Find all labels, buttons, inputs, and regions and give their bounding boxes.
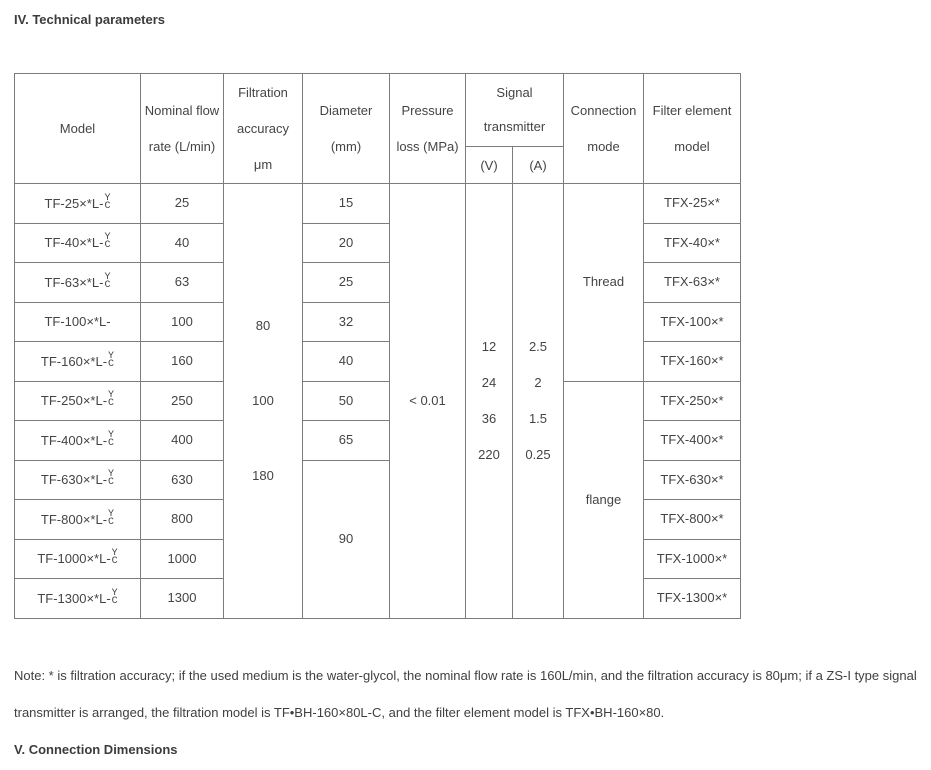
filter-element-cell: TFX-100×* bbox=[644, 302, 741, 342]
yc-stack: Y C bbox=[104, 192, 111, 212]
section-iv-title: IV. Technical parameters bbox=[14, 12, 166, 27]
header-volts: (V) bbox=[466, 147, 513, 184]
technical-parameters-table bbox=[14, 73, 741, 619]
flow-cell: 100 bbox=[141, 302, 224, 342]
yc-stack: Y C bbox=[104, 232, 111, 252]
header-diameter: Diameter (mm) bbox=[303, 74, 390, 184]
filter-element-cell: TFX-800×* bbox=[644, 500, 741, 540]
flow-cell: 160 bbox=[141, 342, 224, 382]
connection-mode-cell: Thread bbox=[564, 184, 644, 382]
model-cell: TF-250×*L- Y C bbox=[15, 381, 141, 421]
flow-cell: 400 bbox=[141, 421, 224, 461]
filter-element-cell: TFX-250×* bbox=[644, 381, 741, 421]
yc-stack: Y C bbox=[111, 548, 118, 568]
model-cell: TF-160×*L- Y C bbox=[15, 342, 141, 382]
header-flow: Nominal flow rate (L/min) bbox=[141, 74, 224, 184]
yc-stack: Y C bbox=[108, 350, 115, 370]
flow-cell: 40 bbox=[141, 223, 224, 263]
diameter-cell: 40 bbox=[303, 342, 390, 382]
flow-cell: 63 bbox=[141, 263, 224, 303]
diameter-cell: 20 bbox=[303, 223, 390, 263]
header-accuracy: Filtration accuracy μm bbox=[224, 74, 303, 184]
model-cell: TF-1300×*L- Y C bbox=[15, 579, 141, 619]
yc-stack: Y C bbox=[108, 429, 115, 449]
filter-element-cell: TFX-400×* bbox=[644, 421, 741, 461]
yc-stack: Y C bbox=[108, 469, 115, 489]
model-cell: TF-100×*L- bbox=[15, 302, 141, 342]
diameter-cell: 32 bbox=[303, 302, 390, 342]
diameter-cell: 25 bbox=[303, 263, 390, 303]
table-row bbox=[15, 184, 741, 224]
filter-element-cell: TFX-63×* bbox=[644, 263, 741, 303]
table-row bbox=[15, 381, 741, 421]
diameter-cell: 90 bbox=[303, 460, 390, 618]
pressure-loss-cell: < 0.01 bbox=[390, 184, 466, 619]
yc-stack: Y C bbox=[111, 587, 118, 607]
model-cell: TF-800×*L- Y C bbox=[15, 500, 141, 540]
flow-cell: 630 bbox=[141, 460, 224, 500]
filter-element-cell: TFX-630×* bbox=[644, 460, 741, 500]
diameter-cell: 50 bbox=[303, 381, 390, 421]
diameter-cell: 65 bbox=[303, 421, 390, 461]
yc-stack: Y C bbox=[108, 508, 115, 528]
header-pressure: Pressure loss (MPa) bbox=[390, 74, 466, 184]
header-connection-mode: Connection mode bbox=[564, 74, 644, 184]
filter-element-cell: TFX-25×* bbox=[644, 184, 741, 224]
filter-element-cell: TFX-1300×* bbox=[644, 579, 741, 619]
header-filter-element: Filter element model bbox=[644, 74, 741, 184]
model-cell: TF-1000×*L- Y C bbox=[15, 539, 141, 579]
model-cell: TF-63×*L- Y C bbox=[15, 263, 141, 303]
filter-element-cell: TFX-160×* bbox=[644, 342, 741, 382]
header-signal-transmitter: Signal transmitter bbox=[466, 74, 564, 147]
section-v-title: V. Connection Dimensions bbox=[14, 741, 178, 757]
model-cell: TF-25×*L- Y C bbox=[15, 184, 141, 224]
header-model: Model bbox=[15, 74, 141, 184]
yc-stack: Y C bbox=[108, 390, 115, 410]
amps-cell: 2.5 2 1.5 0.25 bbox=[513, 184, 564, 619]
volts-cell: 12 24 36 220 bbox=[466, 184, 513, 619]
filter-element-cell: TFX-1000×* bbox=[644, 539, 741, 579]
diameter-cell: 15 bbox=[303, 184, 390, 224]
connection-mode-cell: flange bbox=[564, 381, 644, 618]
flow-cell: 1000 bbox=[141, 539, 224, 579]
header-amps: (A) bbox=[513, 147, 564, 184]
flow-cell: 250 bbox=[141, 381, 224, 421]
note-text: Note: * is filtration accuracy; if the used medium is the water-glycol, the nominal flow rate is 160L/min, and the filtration accuracy is 80μm; if a ZS-I type signal transmitter is arranged, the filtration model is TF•BH-160×80L-C, and the filter element model is TFX•BH-160×80. bbox=[14, 667, 917, 720]
flow-cell: 25 bbox=[141, 184, 224, 224]
model-cell: TF-40×*L- Y C bbox=[15, 223, 141, 263]
filter-element-cell: TFX-40×* bbox=[644, 223, 741, 263]
yc-stack: Y C bbox=[104, 271, 111, 291]
model-cell: TF-630×*L- Y C bbox=[15, 460, 141, 500]
header-row-top bbox=[15, 74, 741, 147]
model-cell: TF-400×*L- Y C bbox=[15, 421, 141, 461]
flow-cell: 800 bbox=[141, 500, 224, 540]
flow-cell: 1300 bbox=[141, 579, 224, 619]
accuracy-cell: 80 100 180 bbox=[224, 184, 303, 619]
